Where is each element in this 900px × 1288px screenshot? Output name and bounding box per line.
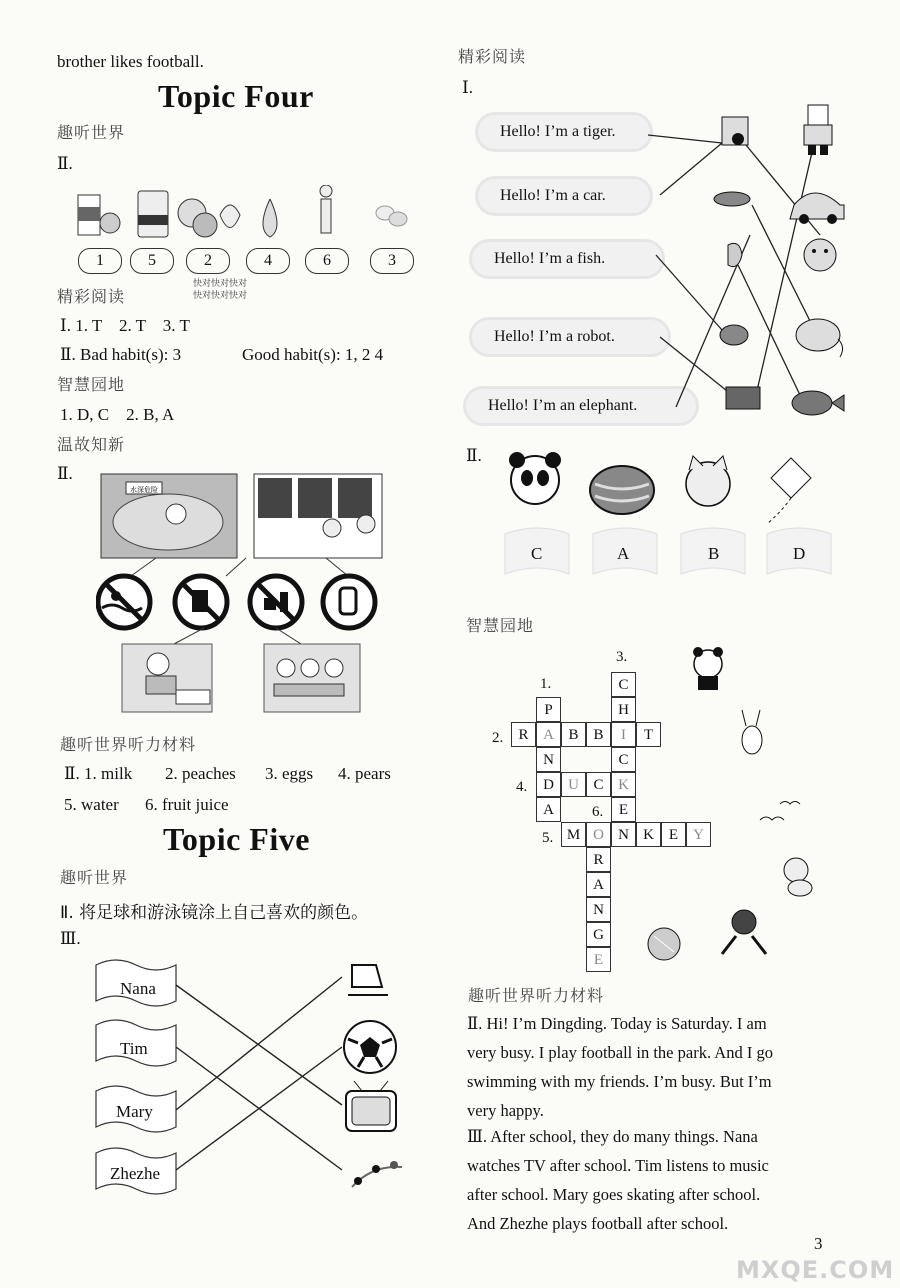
swimming-scene xyxy=(101,474,237,558)
rabbit-icon xyxy=(742,710,762,754)
drink-icon xyxy=(138,191,168,237)
speech-bubble: Hello! I’m an elephant. xyxy=(466,389,696,423)
cat-icon xyxy=(686,456,730,506)
part-label: Ⅱ. xyxy=(466,446,482,465)
no-eating-icon xyxy=(250,576,302,628)
name-zhezhe: Zhezhe xyxy=(110,1164,161,1183)
section-heading: 智慧园地 xyxy=(466,616,535,635)
chick-icon xyxy=(784,858,812,896)
reading-child-scene xyxy=(122,644,212,712)
crossword-cell: B xyxy=(586,722,611,747)
intro-line: brother likes football. xyxy=(57,52,204,71)
script-paragraph-line: watches TV after school. Tim listens to music xyxy=(467,1156,769,1175)
pear-icon xyxy=(263,199,277,237)
wisdom-answer: 1. D, C 2. B, A xyxy=(60,405,175,424)
section-heading: 趣听世界听力材料 xyxy=(468,986,605,1005)
birds-icon xyxy=(760,802,800,821)
section-heading: 趣听世界 xyxy=(57,123,126,142)
watermark-line: 快对快对快对 xyxy=(193,291,248,301)
choice-ribbons xyxy=(505,528,831,574)
speech-bubble: Hello! I’m a car. xyxy=(478,179,650,213)
script-item: 4. pears xyxy=(338,764,391,783)
crossword-cell: O xyxy=(586,822,611,847)
crossword-cell: C xyxy=(586,772,611,797)
crossword-cell: G xyxy=(586,922,611,947)
clue-label: 4. xyxy=(516,779,528,795)
choice-letter: C xyxy=(531,544,543,563)
monkey-icon xyxy=(722,910,766,954)
classroom-scene xyxy=(264,644,360,712)
name-tim: Tim xyxy=(120,1039,148,1058)
eggs-icon xyxy=(376,206,407,226)
crossword-cell: H xyxy=(611,697,636,722)
tiger-face-icon xyxy=(714,192,750,206)
tv-icon xyxy=(346,1081,396,1131)
library-scene xyxy=(254,474,382,558)
water-icon xyxy=(320,185,332,233)
crossword-cell: R xyxy=(586,847,611,872)
script-paragraph-line: after school. Mary goes skating after school. xyxy=(467,1185,761,1204)
clue-label: 1. xyxy=(540,676,552,692)
watermelon-icon xyxy=(590,466,654,514)
name-mary: Mary xyxy=(116,1102,153,1121)
watermark-line: 快对快对快对 xyxy=(193,279,248,289)
script-paragraph-line: very busy. I play football in the park. And I go xyxy=(467,1043,773,1062)
part-label: Ⅲ. xyxy=(60,929,81,948)
coloring-instruction: Ⅱ. 将足球和游泳镜涂上自己喜欢的颜色。 xyxy=(60,903,369,923)
clue-label: 3. xyxy=(616,649,628,665)
script-item: 3. eggs xyxy=(265,764,314,783)
script-paragraph-line: And Zhezhe plays football after school. xyxy=(467,1214,729,1233)
kite-icon xyxy=(767,458,811,524)
music-notes-icon xyxy=(352,1161,402,1187)
script-paragraph-line: Ⅲ. After school, they do many things. Nana xyxy=(467,1127,758,1146)
crossword-cell: N xyxy=(586,897,611,922)
crossword-cell: C xyxy=(611,672,636,697)
clue-label: 5. xyxy=(542,830,554,846)
script-item: 6. fruit juice xyxy=(145,795,229,814)
crossword-cell: A xyxy=(536,722,561,747)
script-item: 5. water xyxy=(64,795,119,814)
clue-label: 2. xyxy=(492,730,504,746)
no-swimming-icon xyxy=(98,576,150,628)
section-heading: 智慧园地 xyxy=(57,375,126,394)
robot-icon xyxy=(804,105,832,155)
choice-letter: B xyxy=(708,544,720,563)
crossword-cell: A xyxy=(536,797,561,822)
danger-sign-text: 水深危险 xyxy=(130,486,158,494)
part-label: Ⅰ. xyxy=(462,78,473,97)
script-paragraph-line: swimming with my friends. I’m busy. But I’m xyxy=(467,1072,772,1091)
answer-box-4: 4 xyxy=(246,248,290,274)
panda-icon xyxy=(509,452,561,504)
crossword-cell: P xyxy=(536,697,561,722)
elephant-icon xyxy=(796,319,843,357)
speech-bubble: Hello! I’m a tiger. xyxy=(478,115,650,149)
skate-icon xyxy=(348,965,388,995)
crossword-cell: E xyxy=(661,822,686,847)
crossword-cell: Y xyxy=(686,822,711,847)
panda-small-icon xyxy=(693,647,723,690)
crossword-cell: M xyxy=(561,822,586,847)
speech-bubble: Hello! I’m a robot. xyxy=(472,320,668,354)
script-paragraph-line: very happy. xyxy=(467,1101,544,1120)
part-label: Ⅱ. xyxy=(57,154,73,173)
answer-box-5: 6 xyxy=(305,248,349,274)
crossword-cell: K xyxy=(636,822,661,847)
reading-answer-2b: Good habit(s): 1, 2 4 xyxy=(242,345,384,364)
fish-small-icon xyxy=(728,243,742,266)
crossword-cell: U xyxy=(561,772,586,797)
fish-body-icon xyxy=(720,325,748,345)
page-number: 3 xyxy=(814,1234,823,1253)
answer-box-1: 1 xyxy=(78,248,122,274)
food-pictures xyxy=(70,185,430,245)
crossword-cell: N xyxy=(611,822,636,847)
speech-bubble: Hello! I’m a fish. xyxy=(472,242,662,276)
crossword-pictures xyxy=(640,640,830,970)
crossword-cell: E xyxy=(611,797,636,822)
section-heading: 精彩阅读 xyxy=(57,287,126,306)
part2-pictures xyxy=(495,450,865,585)
milk-icon xyxy=(78,195,120,235)
section-heading: 趣听世界 xyxy=(60,868,129,887)
answer-box-3: 2 xyxy=(186,248,230,274)
car-icon xyxy=(790,193,844,224)
crossword-cell: E xyxy=(586,947,611,972)
fish-icon xyxy=(792,391,844,415)
crossword-cell: C xyxy=(611,747,636,772)
crossword-cell: K xyxy=(611,772,636,797)
quiet-icon xyxy=(323,576,375,628)
name-nana: Nana xyxy=(120,979,156,998)
no-touching-icon xyxy=(175,576,227,628)
script-item: Ⅱ. 1. milk xyxy=(64,764,133,783)
script-item: 2. peaches xyxy=(165,764,236,783)
crossword-cell: R xyxy=(511,722,536,747)
section-heading: 精彩阅读 xyxy=(458,47,527,66)
section-heading: 趣听世界听力材料 xyxy=(60,735,197,754)
crossword-cell: I xyxy=(611,722,636,747)
habit-pictures xyxy=(96,472,386,717)
crossword-cell: D xyxy=(536,772,561,797)
clue-label: 6. xyxy=(592,804,604,820)
orange-icon xyxy=(648,928,680,960)
crossword-cell: B xyxy=(561,722,586,747)
crossword-cell: N xyxy=(536,747,561,772)
answer-box-2: 5 xyxy=(130,248,174,274)
section-heading: 温故知新 xyxy=(57,435,126,454)
part-label: Ⅱ. xyxy=(57,464,73,483)
football-icon xyxy=(344,1021,396,1073)
crossword-cell: T xyxy=(636,722,661,747)
elephant-small-icon xyxy=(726,387,760,409)
choice-letter: D xyxy=(793,544,806,563)
car-small-icon xyxy=(722,117,748,145)
topic-five-title: Topic Five xyxy=(163,821,310,857)
topic-four-title: Topic Four xyxy=(158,78,314,114)
crossword-cell: A xyxy=(586,872,611,897)
reading-answer-2a: Ⅱ. Bad habit(s): 3 xyxy=(60,345,182,364)
choice-letter: A xyxy=(617,544,630,563)
site-watermark: MXQE.COM xyxy=(736,1256,895,1284)
answer-box-6: 3 xyxy=(370,248,414,274)
tiger-icon xyxy=(804,239,836,271)
peach-icon xyxy=(178,199,240,237)
script-paragraph-line: Ⅱ. Hi! I’m Dingding. Today is Saturday. I am xyxy=(467,1014,767,1033)
reading-answer-1: Ⅰ. 1. T 2. T 3. T xyxy=(60,316,190,335)
reading-matching xyxy=(640,95,870,435)
